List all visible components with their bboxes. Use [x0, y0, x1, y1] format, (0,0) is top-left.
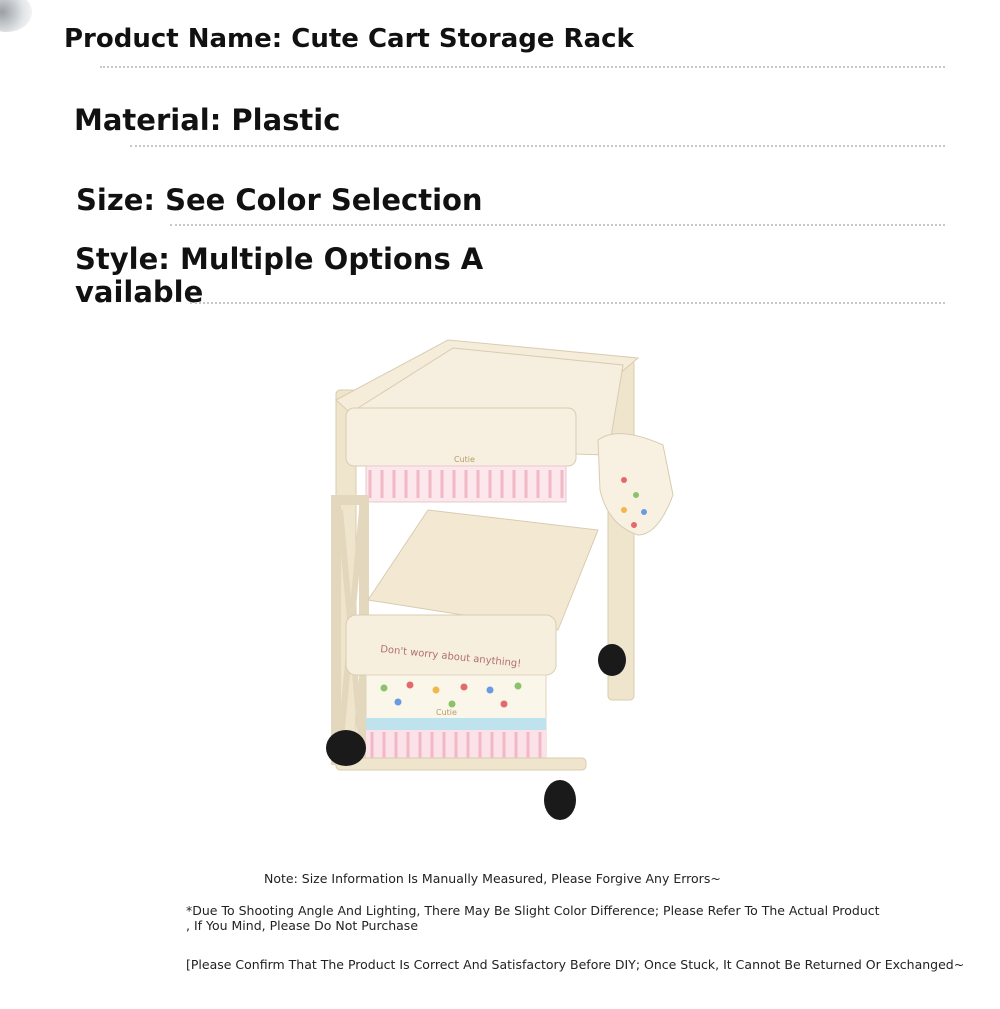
upper-logo: Cutie — [454, 455, 475, 464]
drawer-slogan: Don't worry about anything! — [379, 644, 522, 670]
note-color-difference: *Due To Shooting Angle And Lighting, There May Be Slight Color Difference; Please Refer To The Actual Product , If You Mind, Please Do Not Purchase — [186, 903, 880, 933]
divider — [190, 302, 945, 304]
spec-material: Material: Plastic — [74, 103, 341, 137]
note-confirm: [Please Confirm That The Product Is Correct And Satisfactory Before DIY; Once Stuck, It Cannot Be Returned Or Exchanged~ — [186, 957, 965, 972]
lower-stripes — [372, 732, 540, 758]
divider — [100, 66, 945, 68]
product-image — [318, 330, 688, 830]
spec-style: Style: Multiple Options A vailable — [75, 242, 484, 309]
divider — [170, 224, 945, 226]
note-measurement: Note: Size Information Is Manually Measured, Please Forgive Any Errors~ — [264, 871, 721, 886]
lower-logo: Cutie — [436, 708, 457, 717]
spec-product-name: Product Name: Cute Cart Storage Rack — [64, 24, 634, 54]
divider — [130, 145, 945, 147]
spec-size: Size: See Color Selection — [76, 183, 483, 217]
corner-decoration — [0, 0, 32, 32]
